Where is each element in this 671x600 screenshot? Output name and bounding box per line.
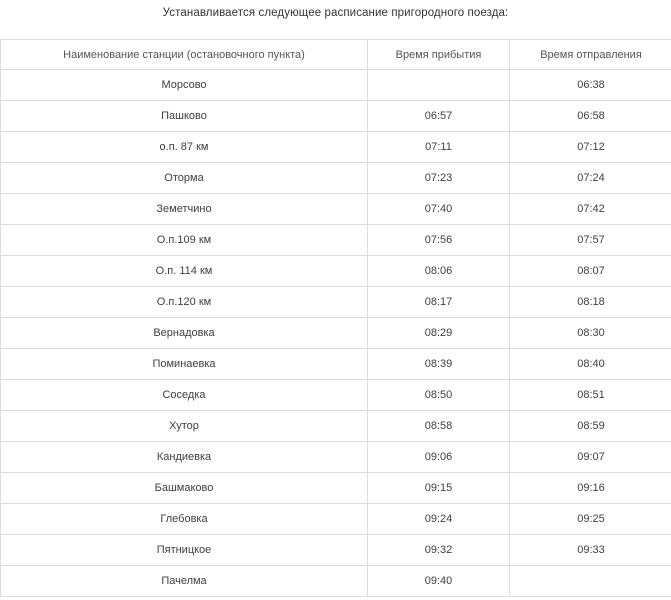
departure-cell: 08:18 bbox=[510, 287, 671, 318]
table-row bbox=[1, 101, 671, 132]
station-cell: Кандиевка bbox=[1, 442, 368, 473]
departure-cell: 08:59 bbox=[510, 411, 671, 442]
arrival-cell: 09:24 bbox=[368, 504, 510, 535]
station-cell: Пачелма bbox=[1, 566, 368, 597]
table-row bbox=[1, 163, 671, 194]
table-row bbox=[1, 132, 671, 163]
table-row bbox=[1, 535, 671, 566]
departure-cell: 09:16 bbox=[510, 473, 671, 504]
departure-cell: 06:58 bbox=[510, 101, 671, 132]
arrival-cell: 08:17 bbox=[368, 287, 510, 318]
table-row bbox=[1, 504, 671, 535]
table-row bbox=[1, 318, 671, 349]
table-row bbox=[1, 225, 671, 256]
station-cell: Поминаевка bbox=[1, 349, 368, 380]
arrival-cell: 08:06 bbox=[368, 256, 510, 287]
table-row bbox=[1, 194, 671, 225]
station-cell: Вернадовка bbox=[1, 318, 368, 349]
arrival-cell: 07:23 bbox=[368, 163, 510, 194]
station-cell: Башмаково bbox=[1, 473, 368, 504]
arrival-cell: 07:11 bbox=[368, 132, 510, 163]
table-row bbox=[1, 473, 671, 504]
arrival-cell: 09:32 bbox=[368, 535, 510, 566]
table-row bbox=[1, 566, 671, 597]
column-header-station: Наименование станции (остановочного пункта) bbox=[1, 40, 368, 70]
departure-cell: 06:38 bbox=[510, 70, 671, 101]
column-header-departure: Время отправления bbox=[510, 40, 671, 70]
station-cell: О.п. 114 км bbox=[1, 256, 368, 287]
departure-cell: 08:30 bbox=[510, 318, 671, 349]
departure-cell: 07:24 bbox=[510, 163, 671, 194]
station-cell: Соседка bbox=[1, 380, 368, 411]
table-row bbox=[1, 349, 671, 380]
table-row bbox=[1, 442, 671, 473]
table-row bbox=[1, 411, 671, 442]
station-cell: Глебовка bbox=[1, 504, 368, 535]
arrival-cell: 07:56 bbox=[368, 225, 510, 256]
departure-cell: 08:51 bbox=[510, 380, 671, 411]
departure-cell: 09:33 bbox=[510, 535, 671, 566]
arrival-cell: 08:39 bbox=[368, 349, 510, 380]
arrival-cell: 06:57 bbox=[368, 101, 510, 132]
arrival-cell: 09:40 bbox=[368, 566, 510, 597]
departure-cell: 07:42 bbox=[510, 194, 671, 225]
departure-cell: 08:40 bbox=[510, 349, 671, 380]
arrival-cell: 07:40 bbox=[368, 194, 510, 225]
station-cell: Морсово bbox=[1, 70, 368, 101]
table-row bbox=[1, 256, 671, 287]
arrival-cell bbox=[368, 70, 510, 101]
departure-cell: 09:25 bbox=[510, 504, 671, 535]
station-cell: Пятницкое bbox=[1, 535, 368, 566]
station-cell: Пашково bbox=[1, 101, 368, 132]
arrival-cell: 08:50 bbox=[368, 380, 510, 411]
arrival-cell: 09:15 bbox=[368, 473, 510, 504]
schedule-heading: Устанавливается следующее расписание пригородного поезда: bbox=[162, 7, 509, 19]
table-row bbox=[1, 380, 671, 411]
departure-cell bbox=[510, 566, 671, 597]
departure-cell: 08:07 bbox=[510, 256, 671, 287]
table-row bbox=[1, 70, 671, 101]
table-header-row bbox=[1, 40, 671, 70]
column-header-arrival: Время прибытия bbox=[368, 40, 510, 70]
departure-cell: 09:07 bbox=[510, 442, 671, 473]
schedule-table bbox=[0, 39, 671, 597]
station-cell: О.п.120 км bbox=[1, 287, 368, 318]
station-cell: О.п.109 км bbox=[1, 225, 368, 256]
station-cell: Земетчино bbox=[1, 194, 368, 225]
station-cell: Оторма bbox=[1, 163, 368, 194]
table-row bbox=[1, 287, 671, 318]
arrival-cell: 08:58 bbox=[368, 411, 510, 442]
arrival-cell: 09:06 bbox=[368, 442, 510, 473]
departure-cell: 07:12 bbox=[510, 132, 671, 163]
departure-cell: 07:57 bbox=[510, 225, 671, 256]
arrival-cell: 08:29 bbox=[368, 318, 510, 349]
station-cell: о.п. 87 км bbox=[1, 132, 368, 163]
station-cell: Хутор bbox=[1, 411, 368, 442]
